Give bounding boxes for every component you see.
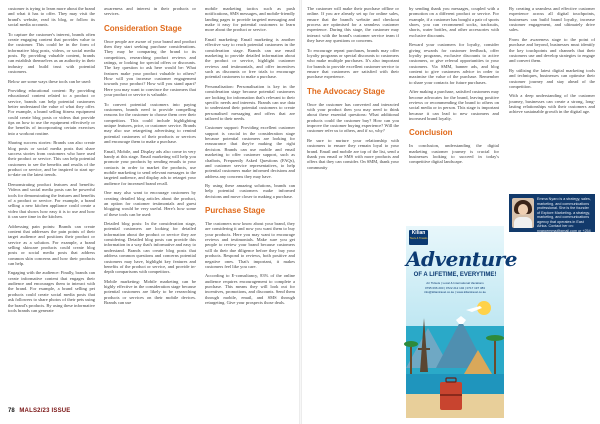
column-1 [8, 6, 95, 402]
paragraph: Engaging with the audience: Finally, brands can create informative content that engages their audience and encourages them to interact with the brand. For example, a brand selling pet products could create social media posts that ask followers to share photos of their pets using the brand's products. By using these informative tools brands can generate [8, 270, 95, 313]
paragraph: According to E-consultancy, 83% of the online audience requires encouragement to complete a purchase. This means they will look out for incentives, promotions, and discounts. Send them through mobile, email, and SMS through retargeting. Give your prospects those deals. [205, 273, 295, 306]
column-4 [307, 6, 399, 402]
paragraph: In conclusion, understanding the digital marketing customer journey is crucial for businesses looking to succeed in today's competitive digital landscape. [409, 143, 499, 165]
column-6 [509, 6, 595, 192]
column-5 [409, 6, 499, 224]
palm-tree-icon [494, 338, 496, 374]
section-heading-conclusion: Conclusion [409, 128, 453, 138]
paragraph: To convert potential customers into paying customers, brands need to provide compelling reasons for the customer to choose them over their competitors. This could include highlighting unique features, price, or customer service. Brands may also use retargeting advertising to remind potential customers of their products or services and encourage them to make a purchase. [104, 101, 196, 145]
ad-logo-mark: Kilian [411, 230, 426, 236]
paragraph: mobile marketing tactics such as push notifications, SMS messages, and mobile-friendly landing pages to provide targeted messaging and make it easy for potential customers to learn more about the product or service. [205, 6, 295, 33]
paragraph: By creating a seamless and effective customer experience across all digital touchpoints, businesses can build brand loyalty, increase customer engagement, and ultimately drive sales. [509, 6, 595, 33]
section-heading-advocacy: The Advocacy Stage [307, 86, 385, 96]
paragraph: The customer will make their purchase offline or online. If you are already set up for online sales, ensure that the brand's website and checkout process are optimised for a seamless customer experience. During this stage, the customer may interact with the brand's customer service team if they have any questions or concerns. [307, 6, 399, 44]
paragraph: After making a purchase, satisfied customers may become advocates for the brand, leaving positive reviews or recommending the brand to others on social media or in person. This stage is important because it can lead to new customers and increased brand loyalty. [409, 89, 499, 121]
paragraph: Demonstrating product features and benefits: Videos and social media posts can be powerful tools for demonstrating the features and benefits of a product or service. For example, a brand selling a new kitchen appliance could create a video that shows how easy it is to use and how it can save time in the kitchen. [8, 181, 95, 219]
paragraph: Addressing pain points: Brands can create content that addresses the pain points of their target audience and positions their product or service as a solution. For example, a brand selling skincare products could create blog posts or social media posts that address common skin concerns and how their products can help. [8, 223, 95, 266]
column-3 [205, 6, 295, 402]
paragraph: by sending thank you messages, coupled with a promotion on a different product or service. For example, if a customer has bought a pair of sports shoes, you can recommend socks, tracksuits, shorts, water bottles, and other accessories with exclusive discounts. [409, 6, 499, 38]
snowcap-icon [456, 316, 466, 324]
paragraph: With a deep understanding of the customer journey, businesses can create a strong, long-lasting relationships with their customers and achieve sustainable growth in the digital age. [509, 93, 595, 115]
ad-landmarks-illustration [406, 298, 504, 418]
paragraph: Personalisation: Personalisation is key in the consideration stage because potential customers are looking for information that's relevant to their specific needs and interests. Brands can use data to understand their potential customers to create personalised messaging and offers that are tailored to their needs. [205, 83, 295, 121]
page-gutter [299, 0, 302, 424]
ad-tagline: OF A LIFETIME, EVERYTIME! [413, 272, 497, 278]
ad-phones: 0795 066 200 | 0722 212 102 | 0717 197 383 [425, 286, 485, 290]
paragraph: Providing educational content: By providing educational content related to a product or service, brands can help potential customers better understand the value of what they offer. For example, a brand selling fitness equipment could create blog posts or videos that provide tips on how to use the equipment effectively or the benefits of incorporating certain exercises into a workout routine. [8, 88, 95, 136]
author-bio-text: Emma Nyaro is a strategy, sales, marketing, and communications professional. She is the founder of Explore Marketing- a strategy, marketing, and communications agency that operates in East Africa. Contact her on: nyaroemma@gmail.com or +254 ... [537, 197, 591, 237]
paragraph: The customers now know about your brand, they are considering it and now you want them to buy your products. Here you may want to encourage reviews and testimonials. Make sure you get people to review your brand because customers will do their due diligence before they buy your products. Respond to reviews, both positive and negative ones. That's important, it makes customers feel like you care. [205, 221, 295, 269]
page-footer [8, 408, 71, 414]
paragraph: To encourage repeat purchases, brands may offer loyalty programs or special discounts to customers who make multiple purchases. It's also important for brands to provide excellent customer service to ensure that customers are satisfied with their purchase experience. [307, 47, 399, 80]
paragraph: By using these amazing solutions, brands can help potential customers make informed decisions and move closer to making a purchase. [205, 183, 295, 199]
paragraph: By utilising the latest digital marketing tools and techniques, businesses can optimise their customer journey and stay ahead of the competition. [509, 67, 595, 89]
paragraph: Email marketing: Email marketing is another effective way to reach potential customers in the consideration stage. Brands can use email marketing to provide detailed information about the product or service, highlight customer reviews and testimonials, and offer incentives such as discounts or free trials to encourage potential customers to make a purchase. [205, 36, 295, 80]
ad-services: Air Tickets | Local & International Vacations [426, 281, 484, 285]
paragraph: awareness and interest in their products or services. [104, 6, 196, 17]
issue-label: MALS2/23 ISSUE [19, 408, 71, 414]
page-number: 78 [8, 408, 15, 414]
paragraph: One may also want to encourage customers by creating detailed blog articles about the product, an option for customer testimonials and guest blogging would be very useful. Here's how some of these tools can be used: [104, 190, 196, 217]
paragraph: Mobile marketing: Mobile marketing can be highly effective in the consideration stage because potential customers are likely to be researching products or services on their mobile devices. Brands can use [104, 278, 196, 306]
author-photo [512, 198, 534, 228]
palm-tree-icon [410, 344, 412, 374]
paragraph: Once the customer has converted and interacted with your product then you may need to think about these essential questions: What additional products could the customer buy? How can you improve the customer buying experience? Will the customer refer us to others, and if so, why? [307, 101, 399, 134]
ad-website: info@kiliantravel.co.ke | www.kiliantravel.co.ke [424, 290, 486, 294]
paragraph: Sharing success stories: Brands can also create blog posts or social media posts that share success stories from customers who have used their product or service. This can help potential customers to see the benefits and results of the product or service, and be inspired to start up-to-date on the latest trends. [8, 140, 95, 178]
paragraph: Be sure to nurture your relationship with customers to ensure they remain loyal to your brand. Email and mobile are top of the list, send a thank you email or SMS with more products and offers that they can consider. On SMM, thank your community [307, 137, 399, 170]
paragraph: Reward your customers for loyalty, consider giving rewards for customer feedback, offer loyalty programs, exclusive discounts to active customers, or give referral opportunities to your customers. Via SMM, banner ads, and blog content to give customers advice in order to maximise the value of the purchase. Remember to share your contacts for future purchases. [409, 42, 499, 85]
paragraph: customer is trying to learn more about the brand and what it has to offer. They may visit the brand's website, read its blog, or follow its social media accounts. [8, 6, 95, 28]
paragraph: Detailed blog posts: In the consideration stage, potential customers are looking for detailed information about the product or service they are considering. Detailed blog posts can provide this information in a way that's informative and easy to understand. Brands can create blog posts that address common questions and concerns potential customers may have, highlight key features and benefits of the product or service, and provide in-depth comparisons with competitors. [104, 221, 196, 275]
column-2 [104, 6, 196, 402]
paragraph: Customer support: Providing excellent customer support is crucial in the consideration stage because potential customers are looking for reassurance that they're making the right decision. Brands can use mobile and email marketing to offer customer support, such as chatbots, Frequently Asked Questions (FAQs), and customer service representatives, to help potential customers make informed decisions and address any concerns they may have. [205, 125, 295, 179]
paragraph: Below are some ways these tools can be used: [8, 78, 91, 84]
author-bio-box [509, 194, 595, 237]
paragraph: From the awareness stage to the point of purchase and beyond, businesses must identify the key touchpoints and channels that their customers use and develop strategies to engage and convert them. [509, 36, 595, 64]
paragraph: To capture the customer's interest, brands often create engaging content that provides value to the customer. This could be in the form of informative blog posts, videos, or social media posts. By providing valuable content, brands can establish themselves as an authority in their industry and build trust with potential customers. [8, 31, 95, 74]
ad-headline: Adventure [406, 247, 517, 271]
section-heading-purchase: Purchase Stage [205, 206, 266, 216]
section-heading-consideration: Consideration Stage [104, 23, 182, 33]
paragraph: Email, Mobile, and Display ads also come in very handy at this stage. Email marketing will help you promote your products by sending emails to your contacts in order to market the products, use mobile marketing to send relevant messages to the targeted audience, and display ads to retarget your audience for increased brand recall. [104, 148, 196, 186]
ad-logo-sub: Tours & Travels [409, 237, 428, 240]
paragraph: Once people are aware of your brand and product then they start seeking purchase considerations. They may be comparing the brand to its competitors, researching product reviews and ratings, or looking for special offers or discounts. The key question to ask here would be: What features make your product valuable to others? How will you increase customer engagement towards your product? How will you stand apart? Here you may want to convince the customers that your product or service is valuable. [104, 38, 196, 98]
travel-advertisement[interactable] [406, 226, 517, 418]
ad-logo [409, 230, 428, 245]
